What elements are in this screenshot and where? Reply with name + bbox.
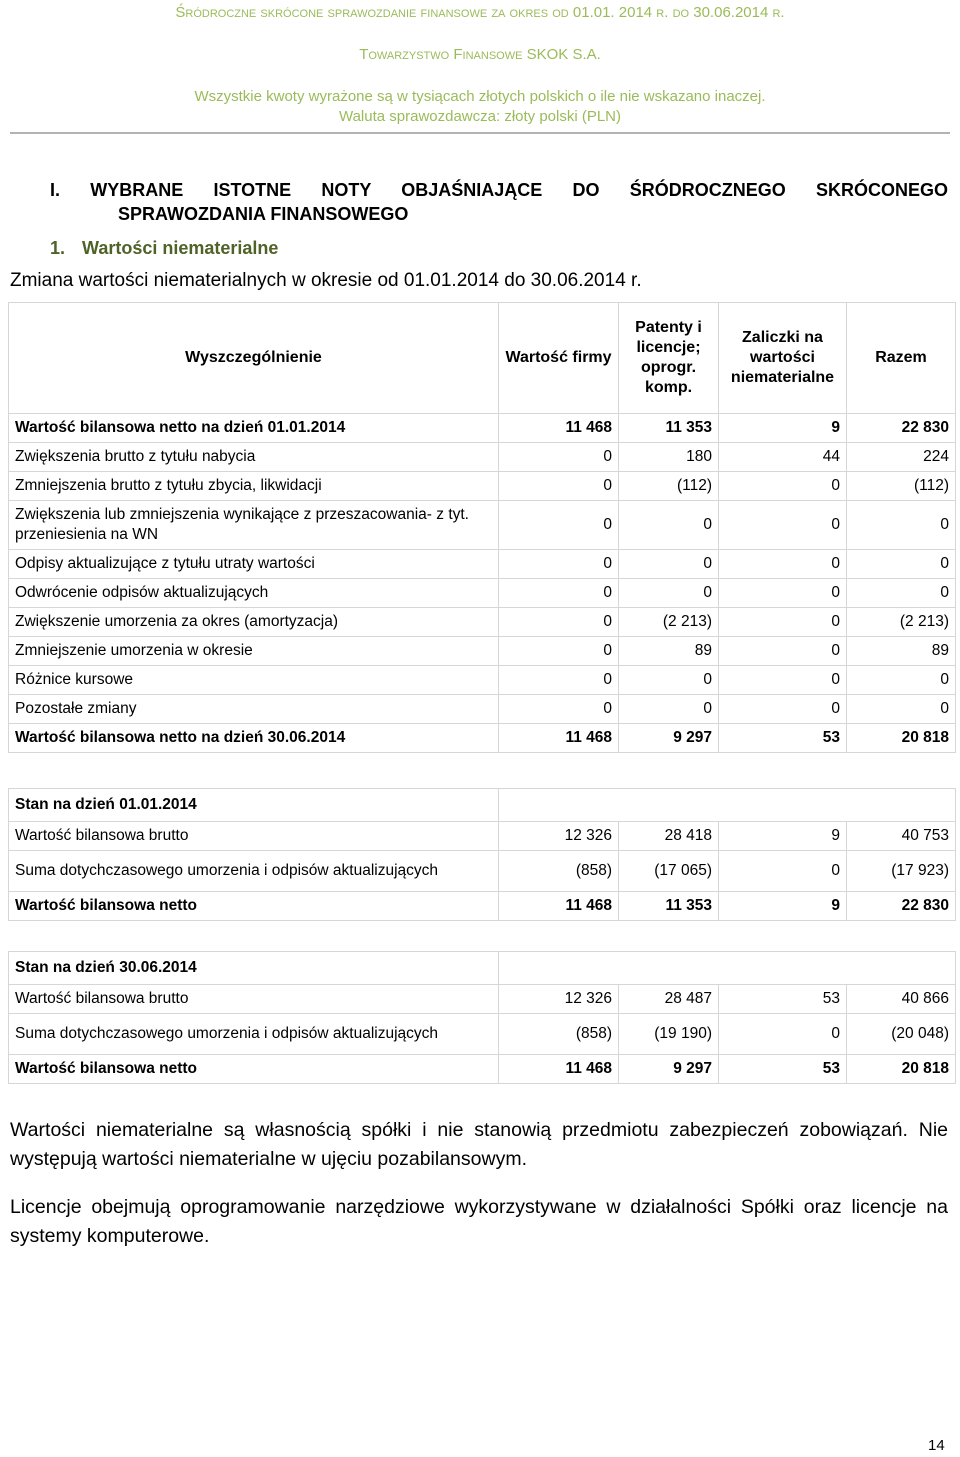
empty-cell xyxy=(499,789,956,822)
table-row xyxy=(9,851,956,892)
cell-advances: 0 xyxy=(719,851,847,892)
section-heading-continued: SPRAWOZDANIA FINANSOWEGO xyxy=(118,204,409,224)
col-header-patents: Patenty i licencje; oprogr. komp. xyxy=(619,303,719,414)
row-label: Suma dotychczasowego umorzenia i odpisów aktualizujących xyxy=(9,1014,499,1055)
cell-patents: 28 487 xyxy=(619,985,719,1014)
cell-total: (112) xyxy=(847,472,956,501)
cell-patents: 0 xyxy=(619,501,719,550)
cell-goodwill: 12 326 xyxy=(499,822,619,851)
table-row xyxy=(9,724,956,753)
col-header-goodwill: Wartość firmy xyxy=(499,303,619,414)
cell-patents: 9 297 xyxy=(619,1055,719,1084)
company-name-header: Towarzystwo Finansowe SKOK S.A. xyxy=(359,46,601,63)
cell-goodwill: 0 xyxy=(499,608,619,637)
cell-total: 89 xyxy=(847,637,956,666)
cell-advances: 53 xyxy=(719,985,847,1014)
row-label: Różnice kursowe xyxy=(9,666,499,695)
table-row xyxy=(9,1014,956,1055)
empty-cell xyxy=(499,952,956,985)
table-row xyxy=(9,501,956,550)
cell-total: 0 xyxy=(847,579,956,608)
row-label: Pozostałe zmiany xyxy=(9,695,499,724)
paragraph-ownership: Wartości niematerialne są własnością spółki i nie stanowią przedmiotu zabezpieczeń zobowiązań. Nie występują wartości niematerialne w ujęciu pozabilansowym. xyxy=(10,1119,948,1170)
row-label: Suma dotychczasowego umorzenia i odpisów aktualizujących xyxy=(9,851,499,892)
table-row xyxy=(9,1055,956,1084)
row-label: Wartość bilansowa netto na dzień 01.01.2014 xyxy=(9,414,499,443)
cell-goodwill: 11 468 xyxy=(499,414,619,443)
subsection-heading xyxy=(50,238,278,259)
cell-total: (20 048) xyxy=(847,1014,956,1055)
row-label: Zmniejszenie umorzenia w okresie xyxy=(9,637,499,666)
cell-advances: 53 xyxy=(719,724,847,753)
subsection-number: 1. xyxy=(50,238,66,258)
col-header-advances: Zaliczki na wartości niematerialne xyxy=(719,303,847,414)
row-label: Wartość bilansowa netto na dzień 30.06.2014 xyxy=(9,724,499,753)
cell-advances: 44 xyxy=(719,443,847,472)
paragraph-licences: Licencje obejmują oprogramowanie narzędziowe wykorzystywane w działalności Spółki oraz licencje na systemy komputerowe. xyxy=(10,1196,948,1247)
table-title-row xyxy=(9,952,956,985)
cell-patents: (112) xyxy=(619,472,719,501)
cell-goodwill: 11 468 xyxy=(499,892,619,921)
cell-goodwill: 0 xyxy=(499,472,619,501)
report-title-header: Śródroczne skrócone sprawozdanie finansowe za okres od 01.01. 2014 r. do 30.06.2014 r. xyxy=(175,4,785,21)
currency-note-header: Waluta sprawozdawcza: złoty polski (PLN) xyxy=(338,108,622,125)
intangible-assets-movement-table xyxy=(8,302,956,753)
cell-advances: 9 xyxy=(719,822,847,851)
cell-total: 22 830 xyxy=(847,892,956,921)
cell-total: 0 xyxy=(847,666,956,695)
cell-total: 20 818 xyxy=(847,1055,956,1084)
cell-patents: (2 213) xyxy=(619,608,719,637)
cell-goodwill: 0 xyxy=(499,501,619,550)
table-intro: Zmiana wartości niematerialnych w okresie od 01.01.2014 do 30.06.2014 r. xyxy=(10,270,642,291)
table-row xyxy=(9,892,956,921)
cell-patents: 11 353 xyxy=(619,892,719,921)
table-row xyxy=(9,637,956,666)
row-label: Zmniejszenia brutto z tytułu zbycia, likwidacji xyxy=(9,472,499,501)
cell-patents: 0 xyxy=(619,666,719,695)
table-row xyxy=(9,695,956,724)
cell-advances: 53 xyxy=(719,1055,847,1084)
cell-patents: (19 190) xyxy=(619,1014,719,1055)
table-row xyxy=(9,414,956,443)
row-label: Odwrócenie odpisów aktualizujących xyxy=(9,579,499,608)
table-row xyxy=(9,822,956,851)
table-title: Stan na dzień 30.06.2014 xyxy=(9,952,499,985)
row-label: Wartość bilansowa brutto xyxy=(9,985,499,1014)
cell-total: (17 923) xyxy=(847,851,956,892)
cell-total: 0 xyxy=(847,695,956,724)
page-number: 14 xyxy=(928,1437,945,1454)
cell-advances: 0 xyxy=(719,1014,847,1055)
row-label: Zwiększenia brutto z tytułu nabycia xyxy=(9,443,499,472)
cell-patents: (17 065) xyxy=(619,851,719,892)
row-label: Zwiększenia lub zmniejszenia wynikające z przeszacowania- z tyt. przeniesienia na WN xyxy=(9,501,499,550)
cell-total: 20 818 xyxy=(847,724,956,753)
col-header-description: Wyszczególnienie xyxy=(9,303,499,414)
cell-advances: 0 xyxy=(719,501,847,550)
cell-goodwill: 0 xyxy=(499,579,619,608)
cell-patents: 89 xyxy=(619,637,719,666)
cell-advances: 0 xyxy=(719,579,847,608)
cell-goodwill: 0 xyxy=(499,695,619,724)
cell-goodwill: 11 468 xyxy=(499,1055,619,1084)
table-row xyxy=(9,608,956,637)
amounts-note-header: Wszystkie kwoty wyrażone są w tysiącach złotych polskich o ile nie wskazano inaczej. xyxy=(194,88,766,105)
cell-goodwill: 0 xyxy=(499,443,619,472)
table-row xyxy=(9,985,956,1014)
cell-total: 40 753 xyxy=(847,822,956,851)
table-header-row xyxy=(9,303,956,414)
table-title-row xyxy=(9,789,956,822)
row-label: Wartość bilansowa netto xyxy=(9,892,499,921)
cell-patents: 28 418 xyxy=(619,822,719,851)
cell-patents: 0 xyxy=(619,579,719,608)
subsection-title: Wartości niematerialne xyxy=(82,238,279,258)
section-heading: I. WYBRANE ISTOTNE NOTY OBJAŚNIAJĄCE DO ŚRÓDROCZNEGO SKRÓCONEGO xyxy=(50,180,948,200)
cell-advances: 0 xyxy=(719,666,847,695)
col-header-total: Razem xyxy=(847,303,956,414)
table-row xyxy=(9,472,956,501)
cell-goodwill: 0 xyxy=(499,637,619,666)
table-row xyxy=(9,579,956,608)
cell-total: 224 xyxy=(847,443,956,472)
row-label: Zwiększenie umorzenia za okres (amortyzacja) xyxy=(9,608,499,637)
cell-total: 40 866 xyxy=(847,985,956,1014)
table-row xyxy=(9,666,956,695)
table-row xyxy=(9,443,956,472)
cell-advances: 9 xyxy=(719,892,847,921)
cell-goodwill: 11 468 xyxy=(499,724,619,753)
cell-total: 0 xyxy=(847,550,956,579)
cell-advances: 9 xyxy=(719,414,847,443)
cell-total: (2 213) xyxy=(847,608,956,637)
cell-goodwill: 0 xyxy=(499,550,619,579)
cell-patents: 11 353 xyxy=(619,414,719,443)
cell-goodwill: 12 326 xyxy=(499,985,619,1014)
cell-patents: 0 xyxy=(619,550,719,579)
row-label: Wartość bilansowa netto xyxy=(9,1055,499,1084)
cell-goodwill: (858) xyxy=(499,851,619,892)
row-label: Odpisy aktualizujące z tytułu utraty wartości xyxy=(9,550,499,579)
balance-closing-table xyxy=(8,951,956,1084)
cell-advances: 0 xyxy=(719,637,847,666)
cell-advances: 0 xyxy=(719,695,847,724)
balance-opening-table xyxy=(8,788,956,921)
cell-patents: 0 xyxy=(619,695,719,724)
cell-advances: 0 xyxy=(719,608,847,637)
cell-advances: 0 xyxy=(719,550,847,579)
table-title: Stan na dzień 01.01.2014 xyxy=(9,789,499,822)
row-label: Wartość bilansowa brutto xyxy=(9,822,499,851)
cell-advances: 0 xyxy=(719,472,847,501)
cell-goodwill: (858) xyxy=(499,1014,619,1055)
cell-total: 22 830 xyxy=(847,414,956,443)
cell-patents: 9 297 xyxy=(619,724,719,753)
header-rule xyxy=(10,132,950,134)
cell-patents: 180 xyxy=(619,443,719,472)
table-row xyxy=(9,550,956,579)
cell-total: 0 xyxy=(847,501,956,550)
cell-goodwill: 0 xyxy=(499,666,619,695)
